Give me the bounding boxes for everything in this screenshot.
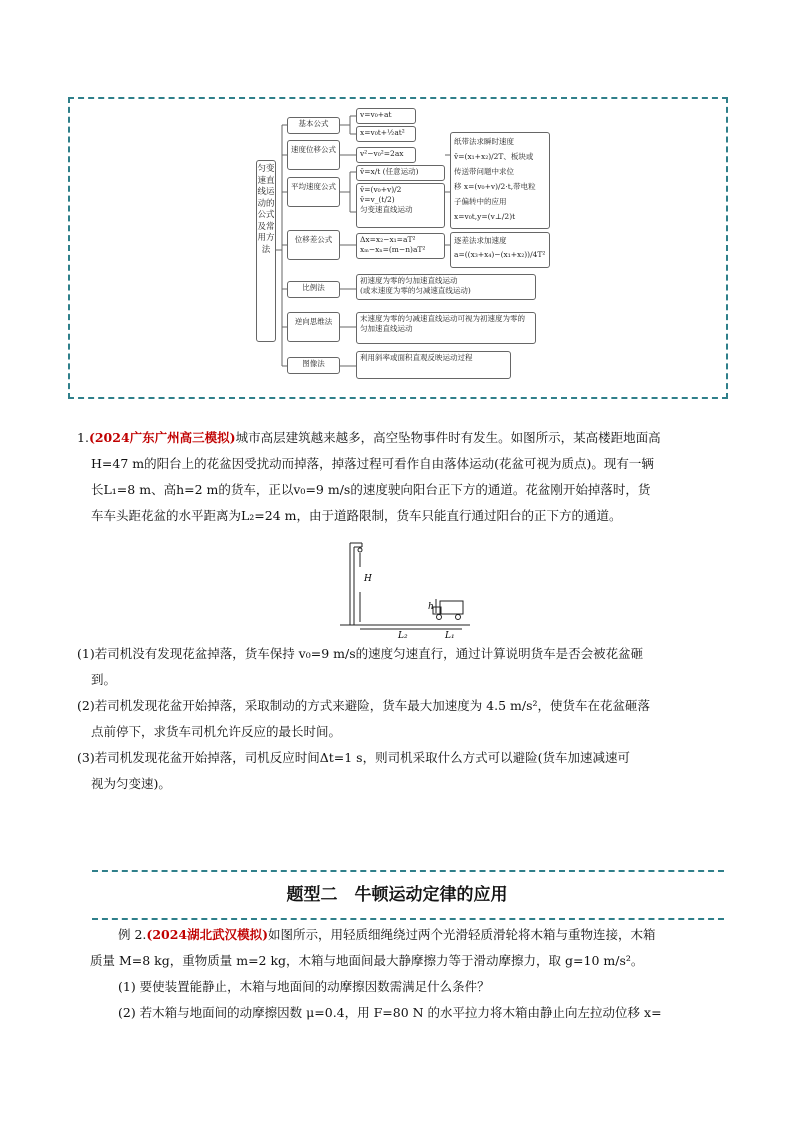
section-bottom-line bbox=[92, 918, 724, 920]
branch-average-velocity: 平均速度公式 bbox=[287, 177, 340, 207]
branch-velocity-displacement: 速度位移公式 bbox=[287, 140, 340, 170]
formula-delta-x: Δx=x₂−x₁=aT² xₘ−xₙ=(m−n)aT² bbox=[356, 233, 445, 259]
branch-reverse-thinking: 逆向思维法 bbox=[287, 312, 340, 342]
section-top-line bbox=[92, 870, 724, 872]
side-note-tape: 纸带法求瞬时速度 v̄=(x₁+x₂)/2T、板块或 传送带问题中求位 移 x=(v₀+v)/2·t,带电粒 子偏转中的应用 x=v₀t,y=(v⊥/2)t bbox=[450, 132, 550, 229]
branch-displacement-diff: 位移差公式 bbox=[287, 230, 340, 260]
label-L1: L₁ bbox=[445, 631, 455, 641]
formula-v: v=v₀+at bbox=[356, 108, 416, 124]
example-2: 例 2.(2024湖北武汉模拟)如图所示，用轻质细绳绕过两个光滑轻质滑轮将木箱与重物连接，木箱 质量 M=8 kg，重物质量 m=2 kg，木箱与地面间最大静摩擦力等于滑动摩擦力，取 g=10 m/s²。 (1) 要使装置能静止，木箱与地面间的动摩擦因数需满足什么条件？ (2) 若木箱与地面间的动摩擦因数 μ=0.4，用 F=80 N 的水平拉力将木箱由静止向左拉动位移 x= bbox=[90, 927, 662, 1020]
label-H: H bbox=[364, 574, 372, 584]
branch-graph: 图像法 bbox=[287, 357, 340, 374]
formula-avg-uniform: v̄=(v₀+v)/2 v̄=v_(t/2) 匀变速直线运动 bbox=[356, 183, 445, 228]
section-title: 题型二 牛顿运动定律的应用 bbox=[286, 885, 508, 905]
reverse-content: 末速度为零的匀减速直线运动可视为初速度为零的匀加速直线运动 bbox=[356, 312, 536, 344]
formula-avg-any: v̄=x/t (任意运动) bbox=[356, 165, 445, 181]
branch-ratio: 比例法 bbox=[287, 281, 340, 298]
question-1-subs: (1)若司机没有发现花盆掉落，货车保持 v₀=9 m/s的速度匀速直行，通过计算说明货车是否会被花盆砸 到。 (2)若司机发现花盆开始掉落，采取制动的方式来避险，货车最大加速度为 4.5 m/s²，使货车在花盆砸落 点前停下，求货车司机允许反应的最长时间。 (3)若司机发现花盆开始掉落，司机反应时间Δt=1 s，则司机采取什么方式可以避险(货车加速减速可 视为匀变速)。 bbox=[77, 646, 651, 791]
question-1: 1.(2024广东广州高三模拟)城市高层建筑越来越多，高空坠物事件时有发生。如图所示，某高楼距地面高 H=47 m的阳台上的花盆因受扰动而掉落，掉落过程可看作自由落体运动(花盆可视为质点)。现有一辆 长L₁=8 m、高h=2 m的货车，正以v₀=9 m/s的速度驶向阳台正下方的通道。花盆刚开始掉落时，货 车车头距花盆的水平距离为L₂=24 m，由于道路限制，货车只能直行通过阳台的正下方的通道。 bbox=[77, 430, 661, 523]
ratio-content: 初速度为零的匀加速直线运动 (或末速度为零的匀减速直线运动) bbox=[356, 274, 536, 300]
graph-content: 利用斜率或面积直观反映运动过程 bbox=[356, 351, 511, 379]
formula-x: x=v₀t+½at² bbox=[356, 126, 416, 142]
mindmap-root: 匀变速直线运动的公式及常用方法 bbox=[256, 160, 276, 342]
truck-figure bbox=[340, 537, 480, 642]
question-source: (2024广东广州高三模拟) bbox=[88, 430, 236, 445]
side-note-successive: 逐差法求加速度 a=((x₃+x₄)−(x₁+x₂))/4T² bbox=[450, 232, 550, 268]
label-L2: L₂ bbox=[398, 631, 408, 641]
label-h: h bbox=[428, 602, 434, 612]
question-number: 1. bbox=[77, 430, 89, 445]
formula-v2: v²−v₀²=2ax bbox=[356, 147, 416, 163]
branch-basic-formula: 基本公式 bbox=[287, 117, 340, 134]
